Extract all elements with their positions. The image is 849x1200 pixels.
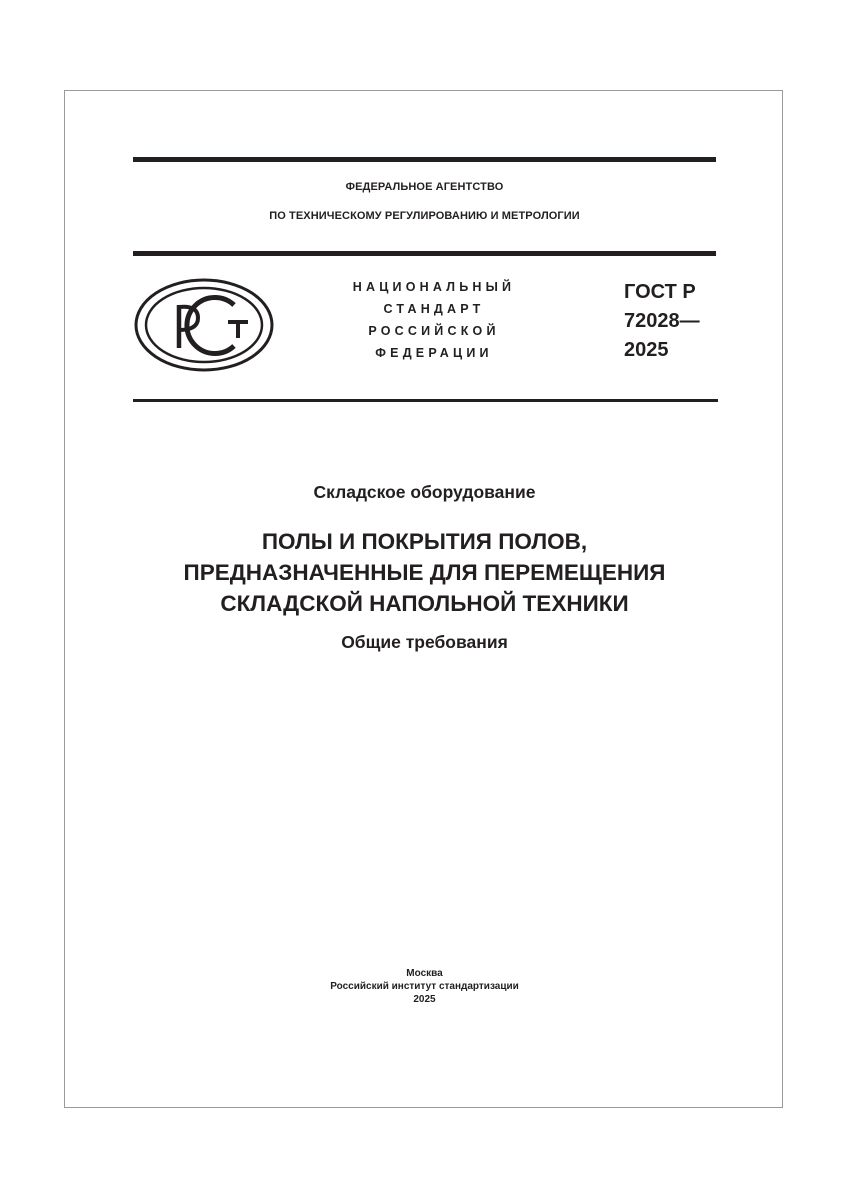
header-bottom-rule: [133, 251, 716, 256]
document-requirements-label: Общие требования: [341, 632, 508, 652]
standard-type-line-3: РОССИЙСКОЙ: [368, 324, 500, 338]
designation-line-2: 72028—: [624, 310, 700, 332]
document-subtitle: Складское оборудование: [313, 482, 536, 502]
publisher-institute: Российский институт стандартизации: [330, 981, 519, 992]
agency-name-line-1: ФЕДЕРАЛЬНОЕ АГЕНТСТВО: [345, 181, 504, 193]
title-line-3: СКЛАДСКОЙ НАПОЛЬНОЙ ТЕХНИКИ: [220, 591, 629, 616]
designation-line-1: ГОСТ Р: [624, 281, 696, 303]
publisher-city: Москва: [406, 968, 443, 979]
top-rule: [133, 157, 716, 162]
publisher-block: [233, 967, 616, 1006]
standard-type-line-2: СТАНДАРТ: [383, 302, 485, 316]
standard-type-label: [320, 276, 548, 364]
designation-line-3: 2025: [624, 339, 669, 361]
standard-designation: [624, 278, 724, 365]
standard-type-line-4: ФЕДЕРАЦИИ: [375, 346, 493, 360]
section-rule: [133, 399, 718, 402]
agency-name-line-2: ПО ТЕХНИЧЕСКОМУ РЕГУЛИРОВАНИЮ И МЕТРОЛОГИИ: [269, 210, 580, 222]
rst-certification-mark-icon: [134, 278, 274, 372]
title-line-2: ПРЕДНАЗНАЧЕННЫЕ ДЛЯ ПЕРЕМЕЩЕНИЯ: [183, 560, 666, 585]
document-title: [133, 526, 716, 619]
publisher-year: 2025: [413, 994, 436, 1005]
standard-type-line-1: НАЦИОНАЛЬНЫЙ: [352, 280, 516, 294]
title-line-1: ПОЛЫ И ПОКРЫТИЯ ПОЛОВ,: [261, 529, 588, 554]
